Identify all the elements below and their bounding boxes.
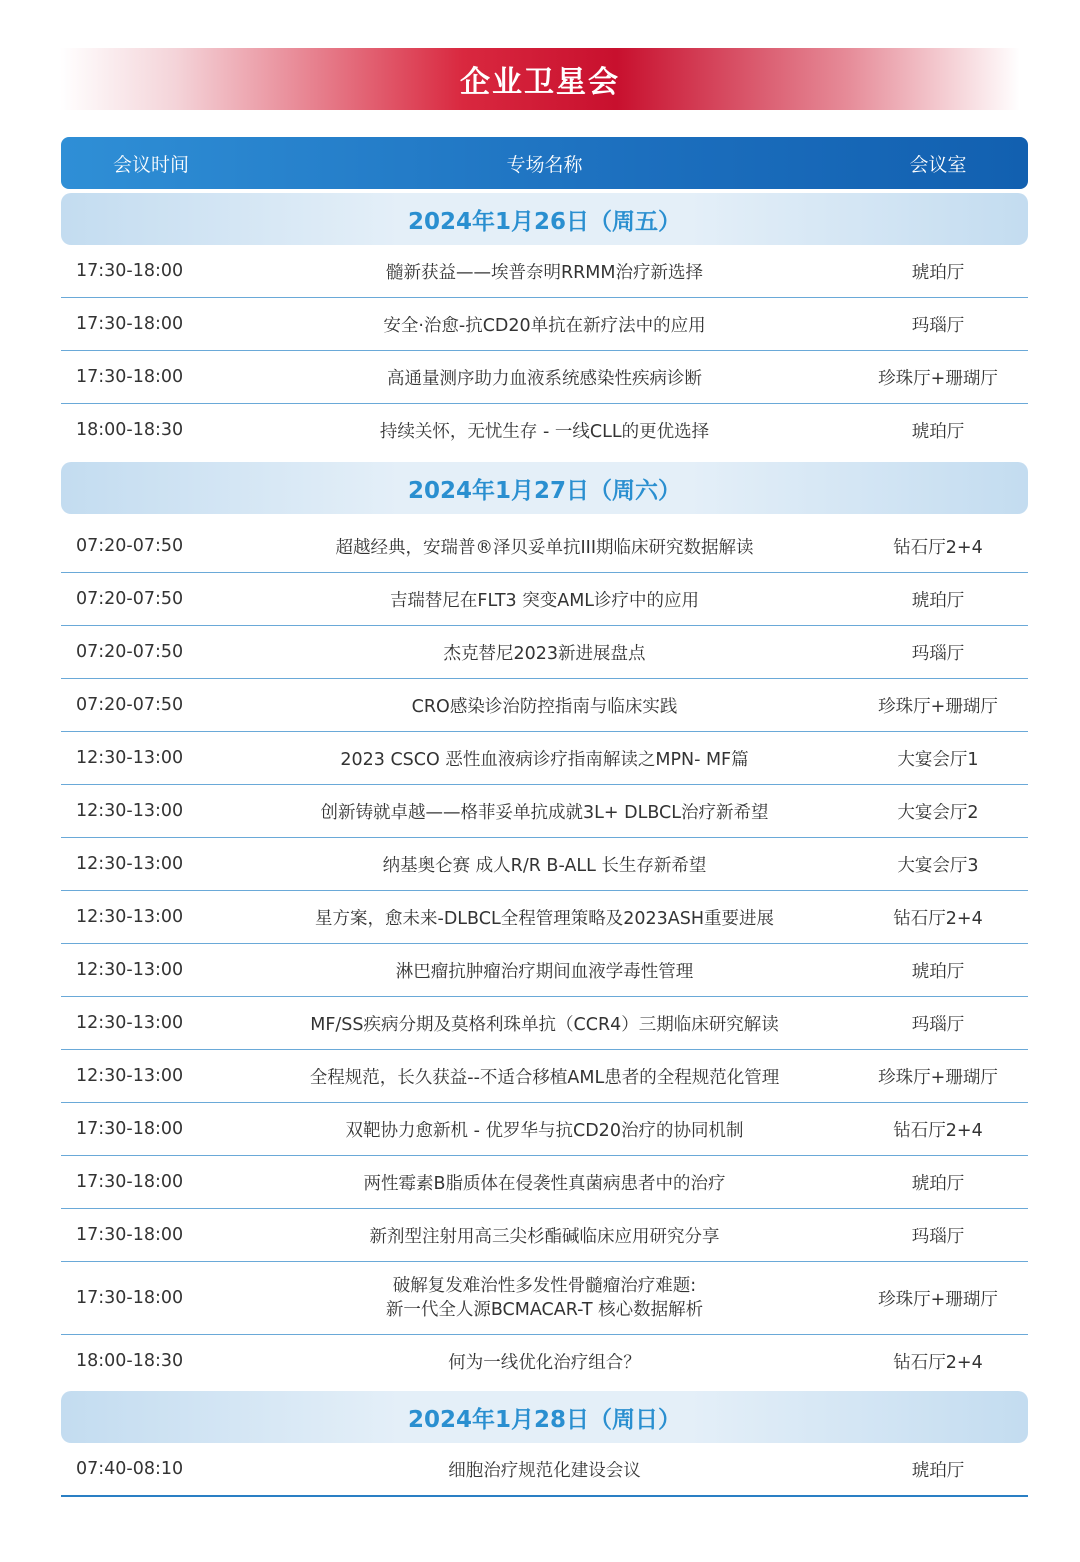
session-time: 07:20-07:50: [76, 536, 184, 556]
schedule-table: [61, 137, 1028, 1497]
session-name-line2: 新一代全人源BCMACAR-T 核心数据解析: [385, 1300, 704, 1320]
session-room: 玛瑙厅: [911, 643, 965, 664]
table-row: [61, 997, 1028, 1050]
session-room: 玛瑙厅: [911, 315, 965, 336]
session-name: 两性霉素B脂质体在侵袭性真菌病患者中的治疗: [363, 1173, 726, 1194]
session-time: 12:30-13:00: [76, 801, 184, 821]
session-room: 珍珠厅+珊瑚厅: [878, 696, 998, 717]
table-row: [61, 838, 1028, 891]
table-row: [61, 1103, 1028, 1156]
session-time: 17:30-18:00: [76, 1172, 184, 1192]
session-time: 17:30-18:00: [76, 314, 184, 334]
date-band: 2024年1月26日（周五）: [61, 193, 1028, 245]
session-time: 18:00-18:30: [76, 1351, 184, 1371]
table-row: [61, 298, 1028, 351]
session-name: 杰克替尼2023新进展盘点: [443, 643, 646, 664]
session-room: 琥珀厅: [911, 590, 965, 611]
header-name: 专场名称: [506, 153, 583, 176]
session-time: 18:00-18:30: [76, 420, 184, 440]
session-time: 12:30-13:00: [76, 907, 184, 927]
session-name: 全程规范，长久获益--不适合移植AML患者的全程规范化管理: [309, 1067, 780, 1088]
session-name: CRO感染诊治防控指南与临床实践: [411, 696, 678, 717]
session-name: 吉瑞替尼在FLT3 突变AML诊疗中的应用: [389, 590, 700, 611]
table-row: [61, 1209, 1028, 1262]
session-room: 玛瑙厅: [911, 1014, 965, 1035]
session-room: 琥珀厅: [911, 1460, 965, 1481]
session-room: 钻石厅2+4: [893, 1352, 983, 1373]
table-header: [61, 137, 1028, 189]
table-row: [61, 1262, 1028, 1335]
session-room: 珍珠厅+珊瑚厅: [878, 1067, 998, 1088]
session-name: 超越经典，安瑞普®泽贝妥单抗III期临床研究数据解读: [335, 537, 754, 558]
table-row: [61, 245, 1028, 298]
table-row: [61, 1335, 1028, 1387]
session-room: 琥珀厅: [911, 421, 965, 442]
session-time: 12:30-13:00: [76, 854, 184, 874]
session-time: 17:30-18:00: [76, 367, 184, 387]
session-name: 双靶协力愈新机 - 优罗华与抗CD20治疗的协同机制: [345, 1120, 744, 1141]
session-room: 大宴会厅1: [897, 749, 979, 770]
table-row: [61, 573, 1028, 626]
session-room: 琥珀厅: [911, 262, 965, 283]
session-name: 高通量测序助力血液系统感染性疾病诊断: [387, 368, 702, 389]
table-row: [61, 944, 1028, 997]
session-room: 钻石厅2+4: [893, 1120, 983, 1141]
table-row: [61, 785, 1028, 838]
table-row: [61, 1050, 1028, 1103]
table-row: [61, 891, 1028, 944]
session-room: 玛瑙厅: [911, 1226, 965, 1247]
table-row: [61, 351, 1028, 404]
session-name: [241, 1274, 848, 1322]
session-name: 细胞治疗规范化建设会议: [448, 1460, 641, 1481]
session-name: 2023 CSCO 恶性血液病诊疗指南解读之MPN- MF篇: [340, 749, 749, 770]
session-room: 琥珀厅: [911, 961, 965, 982]
session-name: 新剂型注射用高三尖杉酯碱临床应用研究分享: [369, 1226, 720, 1247]
session-time: 07:20-07:50: [76, 695, 184, 715]
table-row: [61, 1443, 1028, 1497]
date-band: 2024年1月28日（周日）: [61, 1391, 1028, 1443]
session-room: 大宴会厅3: [897, 855, 979, 876]
table-row: [61, 679, 1028, 732]
session-time: 17:30-18:00: [76, 1225, 184, 1245]
session-room: 琥珀厅: [911, 1173, 965, 1194]
table-row: [61, 404, 1028, 456]
session-name: 髓新获益——埃普奈明RRMM治疗新选择: [385, 262, 703, 283]
session-time: 12:30-13:00: [76, 748, 184, 768]
title-banner: [60, 48, 1020, 110]
table-row: [61, 732, 1028, 785]
session-name: 创新铸就卓越——格菲妥单抗成就3L+ DLBCL治疗新希望: [320, 802, 769, 823]
session-time: 12:30-13:00: [76, 1066, 184, 1086]
session-name: MF/SS疾病分期及莫格利珠单抗（CCR4）三期临床研究解读: [310, 1014, 779, 1035]
session-name: 淋巴瘤抗肿瘤治疗期间血液学毒性管理: [395, 961, 694, 982]
page-title: 企业卫星会: [460, 65, 620, 100]
session-room: 钻石厅2+4: [893, 908, 983, 929]
session-time: 12:30-13:00: [76, 1013, 184, 1033]
session-time: 17:30-18:00: [76, 1288, 184, 1308]
session-name: 星方案，愈未来-DLBCL全程管理策略及2023ASH重要进展: [315, 908, 774, 929]
session-room: 珍珠厅+珊瑚厅: [878, 368, 998, 389]
session-name: 安全·治愈-抗CD20单抗在新疗法中的应用: [383, 315, 706, 336]
header-room: 会议室: [909, 153, 967, 176]
session-time: 07:20-07:50: [76, 642, 184, 662]
date-band: 2024年1月27日（周六）: [61, 462, 1028, 514]
session-room: 钻石厅2+4: [893, 537, 983, 558]
session-time: 07:40-08:10: [76, 1459, 184, 1479]
session-name: 何为一线优化治疗组合？: [448, 1352, 641, 1373]
session-time: 12:30-13:00: [76, 960, 184, 980]
header-time: 会议时间: [112, 153, 189, 176]
session-name: 纳基奥仑赛 成人R/R B-ALL 长生存新希望: [382, 855, 707, 876]
session-room: 大宴会厅2: [897, 802, 979, 823]
session-time: 07:20-07:50: [76, 589, 184, 609]
session-name: 持续关怀，无忧生存 - 一线CLL的更优选择: [379, 421, 710, 442]
session-time: 17:30-18:00: [76, 1119, 184, 1139]
table-row: [61, 520, 1028, 573]
session-time: 17:30-18:00: [76, 261, 184, 281]
table-row: [61, 1156, 1028, 1209]
session-room: 珍珠厅+珊瑚厅: [878, 1289, 998, 1310]
session-name-line1: 破解复发难治性多发性骨髓瘤治疗难题:: [392, 1276, 697, 1296]
table-row: [61, 626, 1028, 679]
